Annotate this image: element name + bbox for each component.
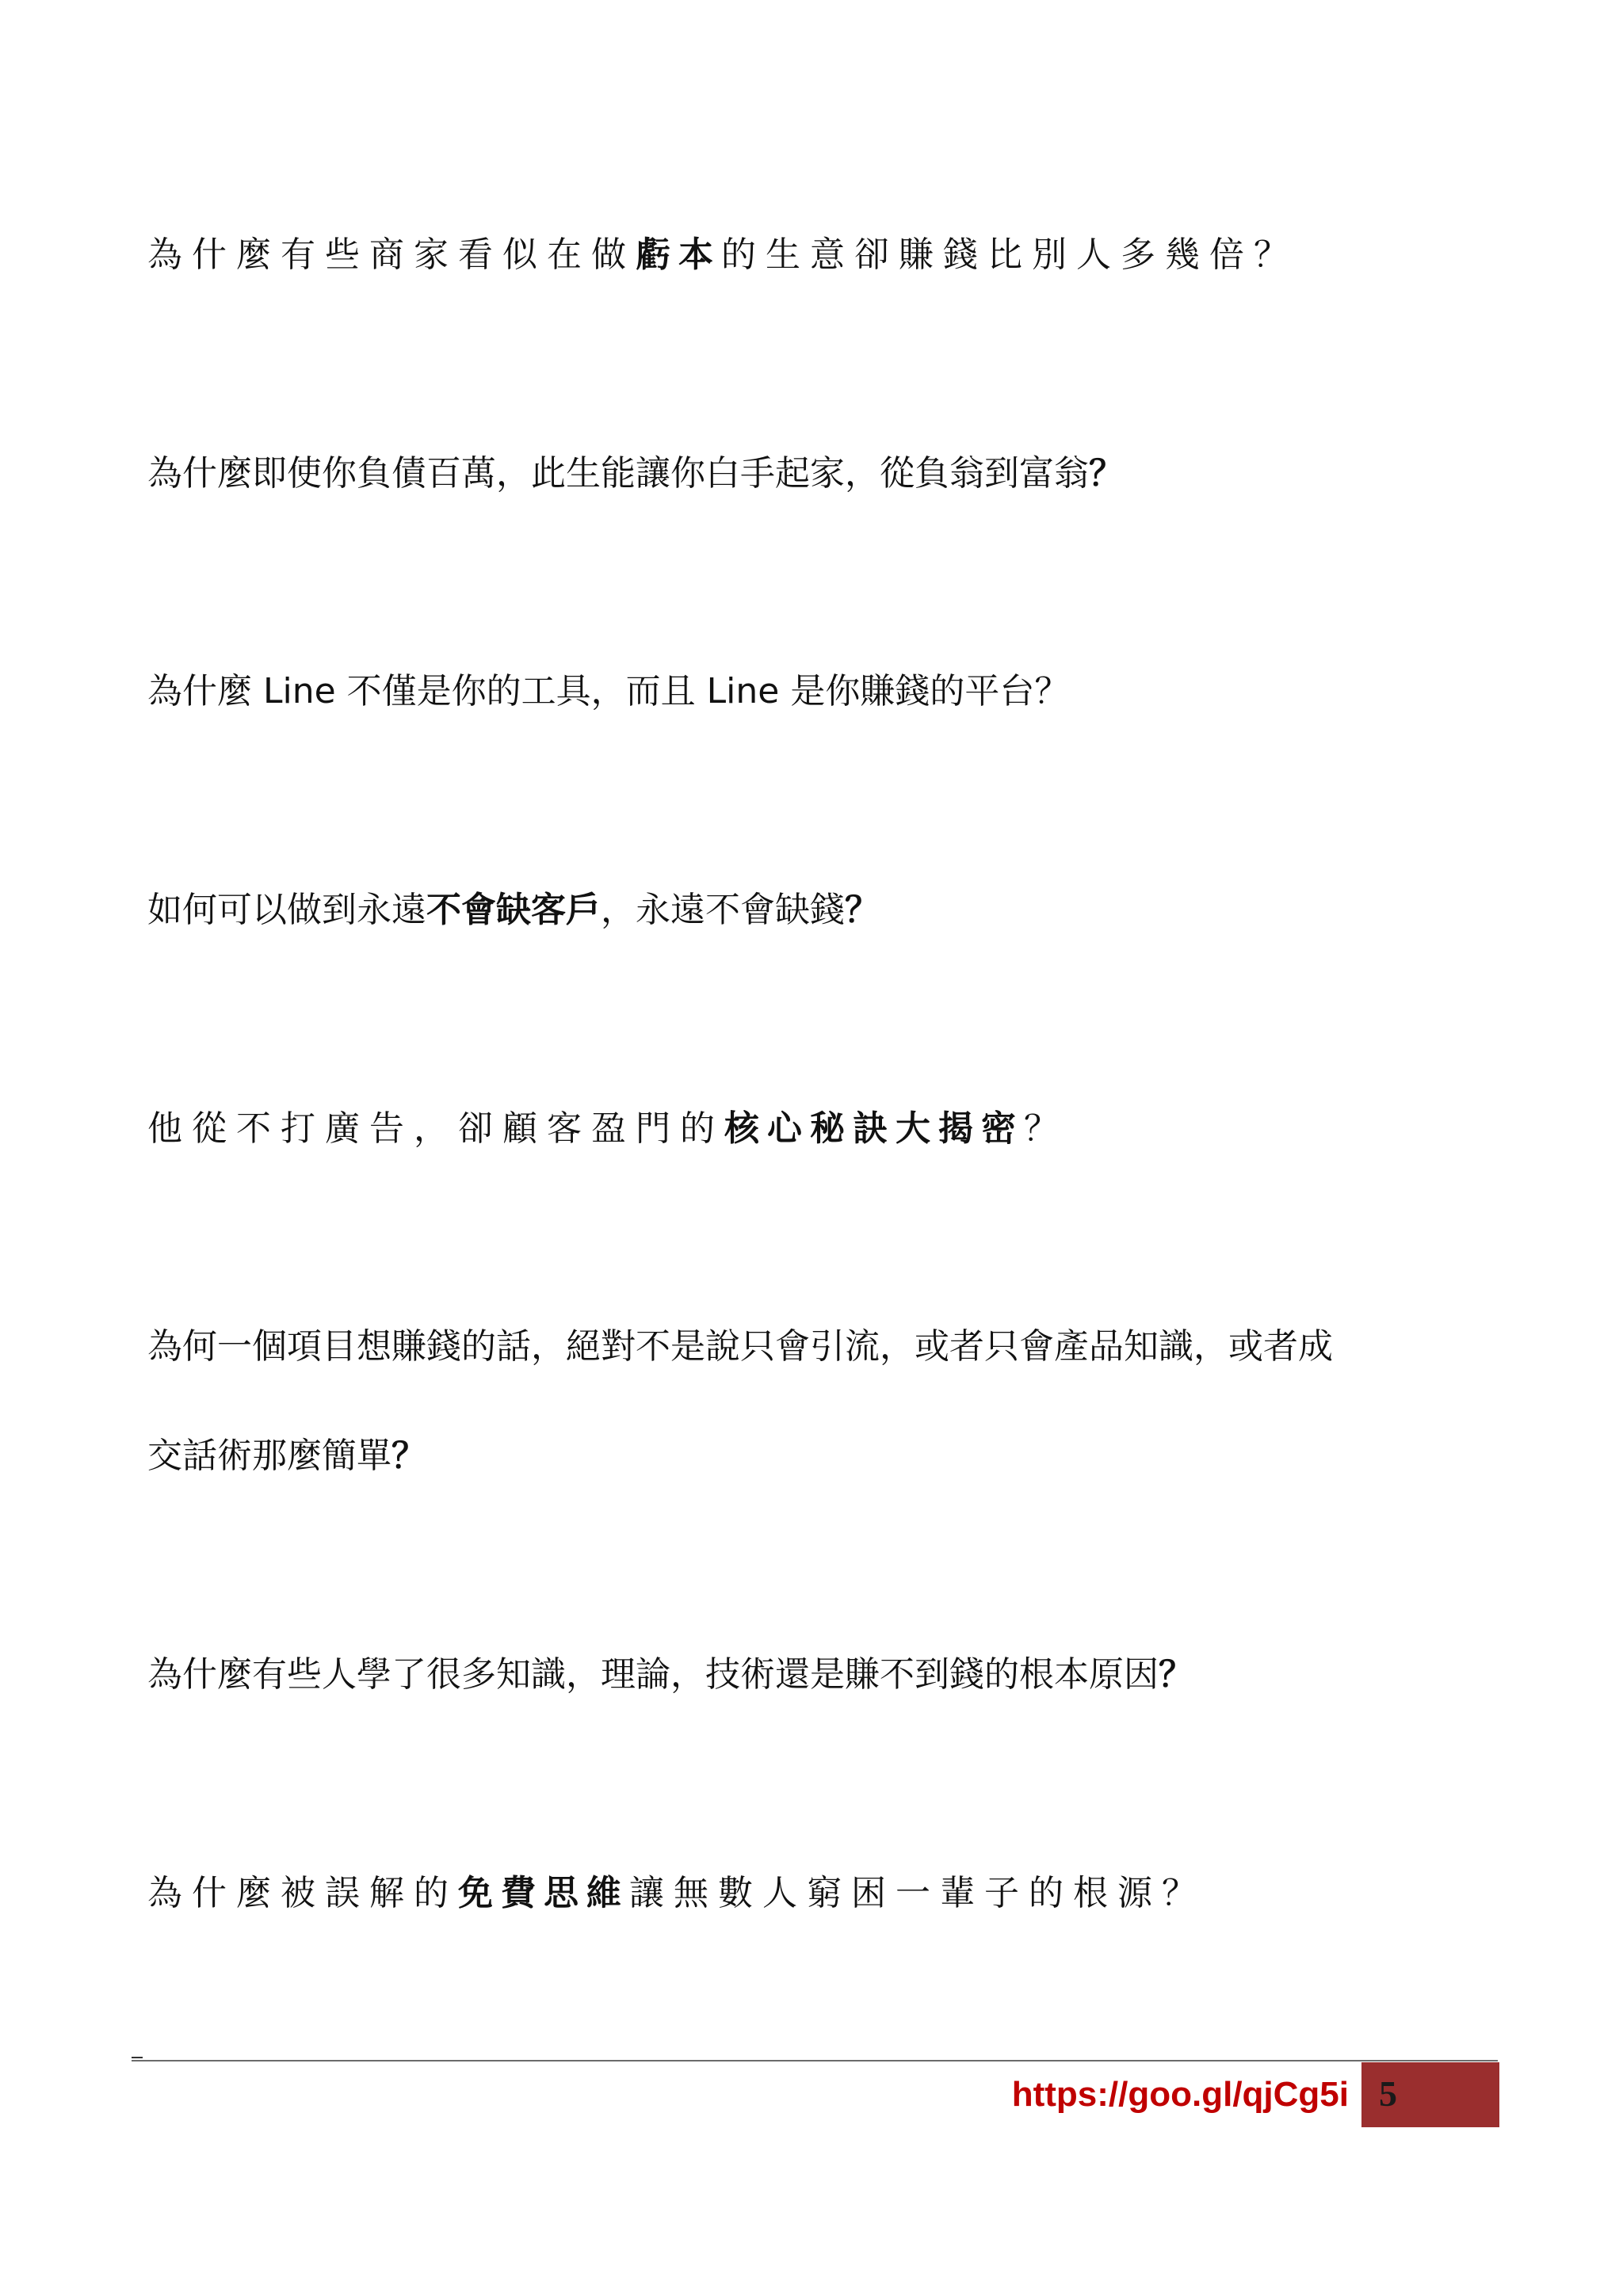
page-number: 5 xyxy=(1379,2073,1397,2114)
question-1-text-b: 的生意卻賺錢比別人多幾倍？ xyxy=(721,235,1298,275)
question-5-text: 他從不打廣告，卻顧客盈門的 xyxy=(147,1108,724,1149)
question-8-text-b: 讓無數人窮困一輩子的根源？ xyxy=(629,1873,1206,1913)
question-3-text: 為什麼 Line 不僅是你的工具，而且 Line 是你賺錢的平台？ xyxy=(147,671,1070,711)
question-2 xyxy=(147,450,1124,498)
question-6-line-1 xyxy=(147,1323,1333,1371)
footer-divider xyxy=(132,2060,1498,2061)
question-5-emphasis: 核心秘訣大揭密 xyxy=(724,1108,1024,1149)
question-8-text-a: 為什麼被誤解的 xyxy=(147,1873,458,1913)
question-2-mark: ？ xyxy=(1089,453,1124,494)
question-7-mark: ？ xyxy=(1159,1654,1193,1695)
question-4 xyxy=(147,887,880,934)
question-5-mark: ？ xyxy=(1024,1108,1068,1149)
question-8-emphasis: 免費思維 xyxy=(458,1873,629,1913)
question-6-text-a: 為何一個項目想賺錢的話，絕對不是說只會引流，或者只會產品知識，或者成 xyxy=(147,1326,1333,1367)
question-7-text: 為什麼有些人學了很多知識，理論，技術還是賺不到錢的根本原因 xyxy=(147,1654,1159,1695)
question-8 xyxy=(147,1870,1206,1917)
question-1-text-a: 為什麼有些商家看似在做 xyxy=(147,235,636,275)
question-4-text-a: 如何可以做到永遠 xyxy=(147,890,426,930)
question-4-emphasis: 不會缺客戶 xyxy=(426,890,601,930)
question-6-text-b: 交話術那麼簡單 xyxy=(147,1436,391,1476)
question-7 xyxy=(147,1651,1193,1699)
question-2-text: 為什麼即使你負債百萬，此生能讓你白手起家，從負翁到富翁 xyxy=(147,453,1089,494)
question-6-mark: ？ xyxy=(391,1436,426,1476)
question-1-emphasis: 虧本 xyxy=(636,235,721,275)
question-1 xyxy=(147,231,1298,279)
question-6-line-2 xyxy=(147,1432,426,1480)
footer-link[interactable]: https://goo.gl/qjCg5i xyxy=(1011,2075,1349,2114)
question-3 xyxy=(147,668,1069,715)
page-number-box xyxy=(1361,2062,1499,2127)
question-4-mark: ？ xyxy=(845,890,880,930)
question-4-text-b: ，永遠不會缺錢 xyxy=(601,890,845,930)
question-5 xyxy=(147,1105,1068,1153)
footer-tick xyxy=(132,2057,143,2058)
